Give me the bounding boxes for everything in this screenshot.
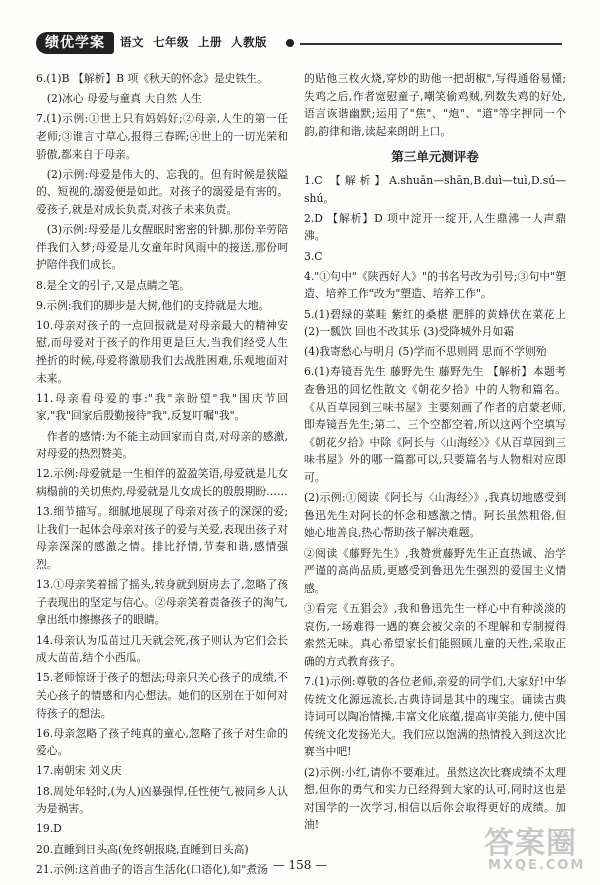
header-dot <box>286 39 294 47</box>
answer-paragraph: 6.(1)B 【解析】B 项《秋天的怀念》是史铁生。 <box>36 72 268 85</box>
answer-paragraph: 10.母亲对孩子的一点回报就是对母亲最大的精神安慰,而母爱对于孩子的作用更是巨大,当我们经受人生挫折的时候,母爱将激励我们去战胜困难,乐观地面对未来。 <box>36 318 288 385</box>
answer-paragraph: 5.(1)碧绿的菜畦 紫红的桑椹 肥胖的黄蜂伏在菜花上 (2)一瓢饮 回也不改其乐 (3)受降城外月如霜 <box>304 307 566 339</box>
answer-paragraph: (2)示例:小红,请你不要难过。虽然这次比赛成绩不太理想,但你的勇气和实力已经得到大家的认可,同时这也是对国学的一次学习,相信以后你会取得更好的成绩。加油! <box>304 765 566 832</box>
page-header <box>0 30 600 58</box>
answer-paragraph: 19.D <box>36 822 62 836</box>
answer-paragraph: 13.细节描写。细腻地展现了母亲对孩子的深深的爱;让我们一起体会母亲对孩子的爱与关爱,表现出孩子对母亲深深的感激之情。排比抒情,节奏和谐,感情强烈。 <box>36 505 288 571</box>
answer-paragraph: 16.母亲忽略了孩子纯真的童心,忽略了孩子对生命的爱心。 <box>36 726 288 758</box>
answer-paragraph: 9.示例:我们的脚步是大树,他们的支持就是大地。 <box>36 298 270 312</box>
answer-paragraph: 18.周处年轻时,(为人)凶暴强悍,任性使气,被同乡人认为是祸害。 <box>36 784 288 816</box>
section-title: 第三单元测评卷 <box>391 149 479 165</box>
answer-paragraph: 的贴他三枚火烧,穿炒的助他一把胡椒",写得通俗易懂;失鸡之后,作者宽慰童子,嘲笑偷鸡贼,列数失鸡的好处,语言诙谐幽默;运用了"焦"、"炮"、"道"等字押同一个韵,韵律和谐,读起来朗朗上口。 <box>304 72 566 138</box>
answer-paragraph: 21.示例:这首曲子的语言生活化(口语化),如"煮汤 <box>36 862 268 876</box>
answer-paragraph: (4)我寄愁心与明月 (5)学而不思则罔 思而不学则殆 <box>304 345 547 359</box>
watermark-logo <box>484 818 592 876</box>
answer-paragraph: 12.示例:母爱就是一生相伴的盈盈笑语,母爱就是儿女病榻前的关切焦灼,母爱就是儿女成长的殷殷期盼…… <box>36 467 288 498</box>
answer-paragraph: 11.母亲看母爱的事:"我"亲盼望"我"国庆节回家,"我"回家后殷勤接待"我",反复叮嘱"我"。 <box>36 391 288 423</box>
answer-paragraph: 6.(1)寿镜吾先生 藤野先生 藤野先生 【解析】本题考查鲁迅的回忆性散文《朝花夕拾》中的人物和篇名。《从百草园到三味书屋》主要刻画了作者的启蒙老师,即寿镜吾先生;第二、三个空都空着,所以这两个空填写《朝花夕拾》中除《阿长与〈山海经〉》《从百草园到三味书屋》外的哪一篇都可以,只要篇名与人物相对应即可。 <box>304 365 566 485</box>
brand-logo: 绩优学案 <box>36 32 114 54</box>
answer-paragraph: ②阅读《藤野先生》,我赞赏藤野先生正直热诚、治学严谨的高尚品质,更感受到鲁迅先生强烈的爱国主义情感。 <box>304 546 566 595</box>
answer-paragraph: 8.是全文的引子,又是点睛之笔。 <box>36 278 191 292</box>
answer-paragraph: 13.①母亲笑着摇了摇头,转身就到厨房去了,忽略了孩子表现出的坚定与信心。②母亲笑着责备孩子的淘气,拿出纸巾擦擦孩子的眼睛。 <box>36 578 288 627</box>
answer-paragraph: 3.C <box>304 249 323 263</box>
answer-paragraph: 1.C 【解析】A.shuān—shān,B.duì—tuì,D.sú—shú。 <box>304 173 566 205</box>
answer-paragraph: 7.(1)示例:①世上只有妈妈好;②母亲,人生的第一任老师;③谁言寸草心,报得三春晖;④世上的一切光荣和骄傲,都来自于母亲。 <box>36 112 288 161</box>
answer-paragraph: 4."①句中"《陕西好人》"的书名号改为引号;③句中"塑造、培养工作"改为"塑造、培养工作"。 <box>304 269 566 301</box>
answer-paragraph: (2)示例:母爱是伟大的、忘我的。但有时候是狭隘的、短视的,溺爱便是如此。对孩子的溺爱是有害的。爱孩子,就是对成长负责,对孩子未来负责。 <box>36 167 288 216</box>
watermark-url: MXQE.COM <box>488 858 586 873</box>
answer-paragraph: 2.D 【解析】D 项中淀开一绽开,人生鼎沸一人声鼎沸。 <box>304 211 566 243</box>
answer-paragraph: 作者的感情:为不能主动回家而自责,对母亲的感激,对母爱的热烈赞美。 <box>36 429 288 461</box>
watermark-title: 答案圈 <box>484 826 577 861</box>
answer-paragraph: 14.母亲认为瓜苗过几天就会死,孩子则认为它们会长成大苗苗,结个小西瓜。 <box>36 633 288 665</box>
answer-paragraph: ③看完《五猖会》,我和鲁迅先生一样心中有种淡淡的哀伤,一场难得一遇的赛会被父亲的不理解和专制搅得索然无味。真心希望家长们能照顾儿童的天性,采取正确的方式教育孩子。 <box>304 601 566 668</box>
answer-paragraph: (2)冰心 母爱与童真 大自然 人生 <box>46 92 202 106</box>
page-number: — 158 — <box>272 858 328 872</box>
answer-paragraph: 20.直睡到日头高(免终朝报晓,直睡到日头高) <box>36 842 249 856</box>
answer-paragraph: (3)示例:母爱是儿女醒眠时密密的针脚,那份辛劳陪伴我们入梦;母爱是儿女童年时风雨中的接送,那份呵护陪伴我们成长。 <box>36 223 288 272</box>
left-column <box>36 70 288 881</box>
book-info: 语文 七年级 上册 人教版 <box>120 35 268 49</box>
right-column <box>304 70 566 836</box>
header-rule <box>300 43 562 45</box>
answer-paragraph: 15.老师惊讶于孩子的想法;母亲只关心孩子的成绩,不关心孩子的情感和内心想法。她们的区别在于如何对待孩子的想法。 <box>36 671 288 720</box>
answer-paragraph: 17.南朝宋 刘义庆 <box>36 764 122 778</box>
answer-paragraph: (2)示例:①阅读《阿长与〈山海经〉》,我真切地感受到鲁迅先生对阿长的怀念和感激之情。阿长虽然粗俗,但她心地善良,热心帮助孩子解决难题。 <box>304 491 566 540</box>
answer-paragraph: 7.(1)示例:尊敬的各位老师,亲爱的同学们,大家好!中华传统文化源远流长,古典诗词是其中的瑰宝。诵读古典诗词可以陶冶情操,丰富文化底蕴,提高审美能力,使中国传统文化发扬光大。我们应以饱满的热情投入到这次比赛当中吧! <box>304 674 566 759</box>
